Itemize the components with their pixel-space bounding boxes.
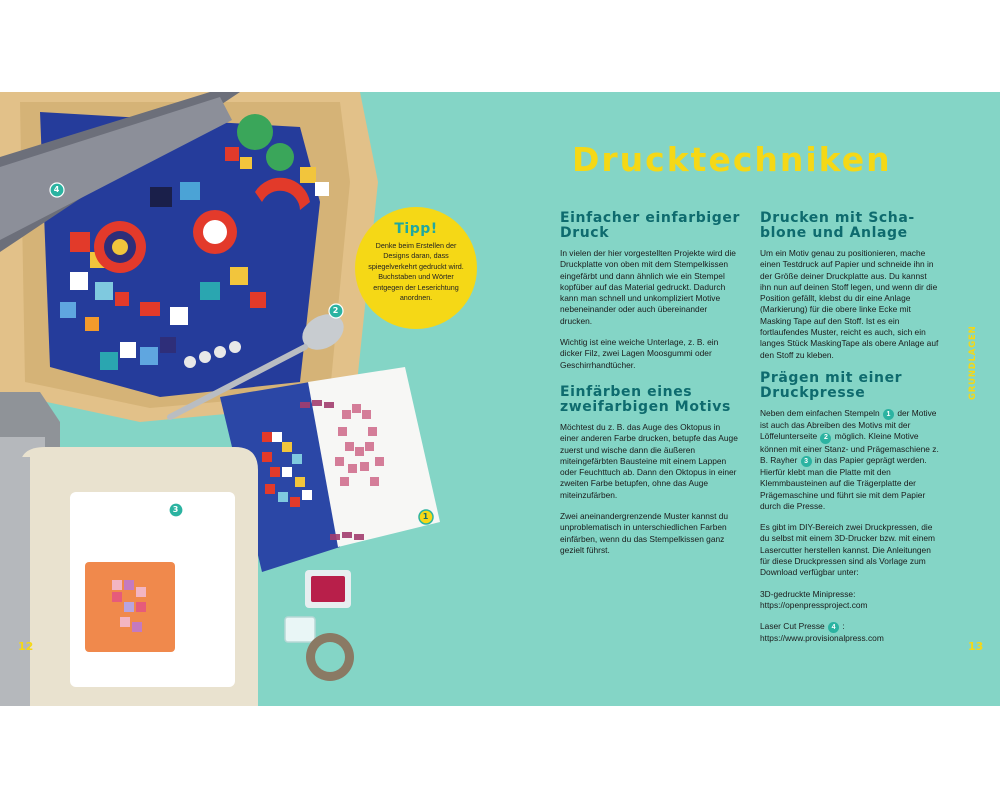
craft-photo xyxy=(0,92,500,706)
masking-tape-roll xyxy=(306,633,354,681)
link-label: 3D-gedruckte Minipresse: xyxy=(760,588,856,599)
printing-tools-illustration xyxy=(0,92,500,706)
reference-badge-2: 2 xyxy=(820,433,831,444)
reference-badge-3: 3 xyxy=(801,456,812,467)
text-run: der Motive ist auch das Abreiben des Motivs mit der Löffelunterseite xyxy=(760,407,937,442)
section-heading-druckpresse: Prägen mit einer Druckpresse xyxy=(760,369,903,401)
text-run: möglich. Kleine Motive können mit einer Stanz- und Prägemaschiene z. B. Rayher xyxy=(760,431,939,465)
paragraph: Um ein Motiv genau zu positionieren, mache einen Testdruck auf Papier und schneide ihn in der Größe deiner Druckplatte aus. Du kannst ihn nun auf deinen Stoff legen, und wenn dir die Position gefällt, klebst du dir eine Anlage (Markierung) für die obere linke Ecke mit Masking Tape auf den Stoff. Ist es ein fortlaufendes Muster, reicht es auch, sich ein langes Stück MaskingTape als obere Anlage auf den Stoff zu kleben. xyxy=(760,248,939,360)
link-block-lasercut: Laser Cut Presse 4 : https://www.provisionalpress.com xyxy=(760,621,884,644)
badge-4-label: 4 xyxy=(53,185,60,194)
book-spread xyxy=(0,92,1000,706)
paragraph-druckpresse xyxy=(760,408,940,512)
text-run: Neben dem einfachen Stempeln xyxy=(760,407,880,418)
provisionalpress-link[interactable]: https://www.provisionalpress.com xyxy=(760,633,884,644)
tip-title: Tipp! xyxy=(394,221,438,237)
paragraph: In vielen der hier vorgestellten Projekte wird die Druckplatte von oben mit dem Stempelkissen eingefärbt und dann ähnlich wie ein Stempel kopfüber auf das Material gedruckt. Dadurch kann man schnell und unkompliziert Motive nebeneinander oder auch übereinander drucken. xyxy=(560,248,736,326)
page-number-left: 12 xyxy=(18,640,34,653)
openpress-link[interactable]: https://openpressproject.com xyxy=(760,599,868,610)
reference-badge-1: 1 xyxy=(883,409,894,420)
paragraph: Möchtest du z. B. das Auge des Oktopus in einer anderen Farbe drucken, betupfe das Auge zuerst und wische dann die äußeren miteingefärbten Bausteine mit einem Lappen oder Feuchttuch ab. Dann den Oktopus in einer zweiten Farbe betupfen, ohne das Auge miteinzufärben. xyxy=(560,421,738,500)
tip-text: Denke beim Erstellen der Designs daran, dass spiegelverkehrt gedruckt wird. Buchstaben und Wörter entgegen der Leserichtung anordnen. xyxy=(368,241,464,303)
paragraph: Zwei aneinandergrenzende Muster kannst du unproblematisch in unterschiedlichen Farben einfärben, wenn du das Stempelkissen ganz gezielt führst. xyxy=(560,511,729,555)
reference-badge-4: 4 xyxy=(828,622,839,633)
text-page xyxy=(500,92,1000,706)
tip-callout xyxy=(355,207,477,329)
page-number-right: 13 xyxy=(968,640,984,653)
embossing-machine xyxy=(0,392,258,706)
badge-1-label: 1 xyxy=(422,512,429,521)
section-heading-zweifarbig: Einfärben eines zweifarbigen Motivs xyxy=(560,383,731,415)
badge-3-label: 3 xyxy=(172,505,179,514)
section-side-label: GRUNDLAGEN xyxy=(968,325,978,400)
text-run: in das Papier geprägt werden. Hierfür klebt man die Platte mit den Klemmbausteinen auf die Trägerplatte der Prägemaschine und führt sie mit dem Papier durch die Presse. xyxy=(760,454,927,511)
section-heading-einfacher-druck: Einfacher einfarbiger Druck xyxy=(560,210,740,241)
badge-2-label: 2 xyxy=(332,306,339,315)
paragraph: Es gibt im DIY-Bereich zwei Druckpressen, die du selbst mit einem 3D-Drucker bzw. mit einem Lasercutter herstellen kannst. Die Anleitungen für diese Druckpressen sind als Vorlage zum Download verfügbar unter: xyxy=(760,522,935,578)
section-heading-schablone: Drucken mit Schablone und Anlage xyxy=(760,210,915,241)
right-column xyxy=(760,211,940,655)
page-title: Drucktechniken xyxy=(572,140,892,179)
left-column xyxy=(560,211,740,566)
stamp-pad xyxy=(285,570,351,642)
link-block-minipresse xyxy=(760,589,940,612)
link-label: Laser Cut Presse xyxy=(760,621,825,632)
paragraph: Wichtig ist eine weiche Unterlage, z. B. ein dicker Filz, zwei Lagen Moosgummi oder Geschirrhandtücher. xyxy=(560,337,719,370)
